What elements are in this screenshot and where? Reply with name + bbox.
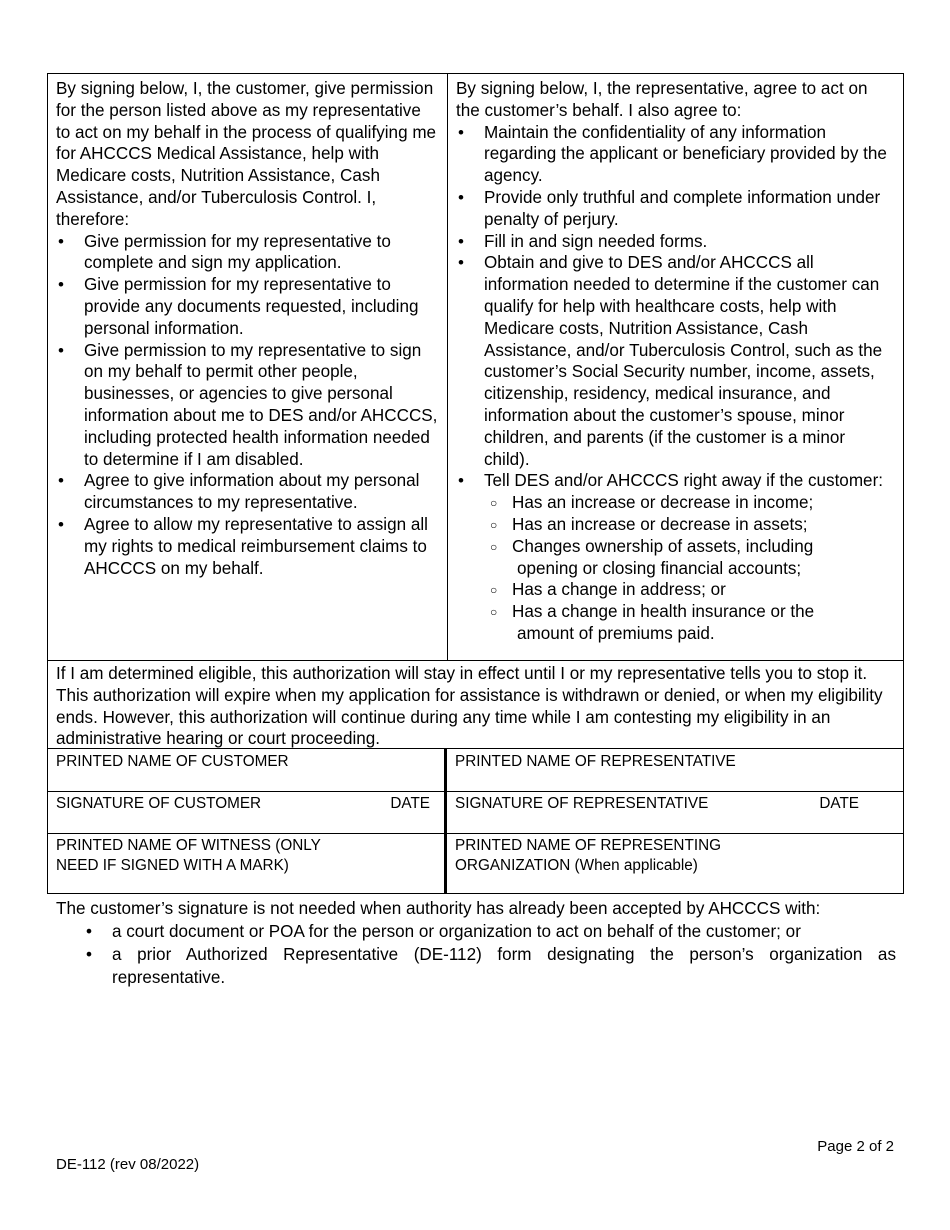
form-identifier: DE-112 (rev 08/2022) [56,1156,200,1173]
list-item: • Give permission for my representative to provide any documents requested, including personal information. [56,274,439,339]
list-item [456,470,895,644]
signature-row [48,791,903,834]
representative-name-field[interactable] [447,749,903,791]
signature-grid [47,748,904,894]
customer-intro: By signing below, I, the customer, give permission for the person listed above as my representative to act on my behalf in the process of qualifying me for AHCCCS Medical Assistance, help with Medicare costs, Nutrition Assistance, Cash Assistance, and/or Tuberculosis Control. I, therefore: [56,79,437,229]
representative-agreement-column [448,74,903,660]
customer-agreement-column [48,74,448,660]
sub-list-item [456,601,895,645]
authorization-duration-text: If I am determined eligible, this authorization will stay in effect until I or my representative tells you to stop it. This authorization will expire when my application for assistance is withdrawn or denied, or when my eligibility ends. However, this authorization will continue during any time while I am contesting my eligibility in an administrative hearing or court proceeding. [47,660,904,749]
signature-exemption-note [56,897,896,989]
witness-label-line: NEED IF SIGNED WITH A MARK) [56,857,289,874]
sub-list-item: ○ Has an increase or decrease in income; [456,492,895,514]
customer-name-field[interactable] [48,749,447,791]
customer-permissions-list [56,231,439,580]
sub-list-item-text: Has a change in health insurance or the [512,602,815,622]
list-item: • a court document or POA for the person or organization to act on behalf of the customer; or [56,920,896,943]
signature-row [48,833,903,893]
note-intro: The customer’s signature is not needed when authority has already been accepted by AHCCCS with: [56,899,821,918]
representative-duties-list [456,122,895,645]
customer-signature-field[interactable] [48,791,447,833]
customer-name-label: PRINTED NAME OF CUSTOMER [56,753,289,770]
list-item: • Fill in and sign needed forms. [456,231,895,253]
organization-label-line: PRINTED NAME OF REPRESENTING [455,837,722,854]
list-item: • a prior Authorized Representative (DE-112) form designating the person’s organization as representative. [56,943,896,989]
list-item: • Agree to allow my representative to assign all my rights to medical reimbursement claims to AHCCCS on my behalf. [56,514,439,579]
witness-name-field[interactable] [48,833,447,893]
customer-date-label: DATE [390,795,430,812]
organization-name-field[interactable] [447,833,903,893]
sub-list-item-continuation: opening or closing financial accounts; [517,558,802,578]
sub-list-item-text: Changes ownership of assets, including [512,536,814,556]
list-item: • Give permission for my representative to complete and sign my application. [56,231,439,275]
representative-date-label: DATE [819,795,859,812]
list-item: • Maintain the confidentiality of any information regarding the applicant or beneficiary provided by the agency. [456,122,895,187]
customer-signature-label: SIGNATURE OF CUSTOMER [56,795,262,812]
customer-changes-sublist [456,492,895,645]
note-list [56,920,896,989]
sub-list-item [456,536,895,580]
sub-list-item: ○ Has an increase or decrease in assets; [456,514,895,536]
list-item: • Agree to give information about my personal circumstances to my representative. [56,470,439,514]
list-item: • Obtain and give to DES and/or AHCCCS all information needed to determine if the customer can qualify for help with healthcare costs, help with Medicare costs, Nutrition Assistance, Cash Assistance, and/or Tuberculosis Control, such as the customer’s Social Security number, income, assets, citizenship, residency, medical insurance, and information about the customer’s spouse, minor children, and parents (if the customer is a minor child). [456,252,895,470]
sub-list-item-continuation: amount of premiums paid. [517,623,715,643]
list-item: • Give permission to my representative to sign on my behalf to permit other people, businesses, or agencies to give personal information about me to DES and/or AHCCCS, including protected health information needed to determine if I am disabled. [56,340,439,471]
representative-signature-label: SIGNATURE OF REPRESENTATIVE [455,795,709,812]
agreement-table [47,73,904,661]
witness-label-line: PRINTED NAME OF WITNESS (ONLY [56,837,321,854]
signature-row [48,749,903,792]
representative-signature-field[interactable] [447,791,903,833]
representative-name-label: PRINTED NAME OF REPRESENTATIVE [455,753,736,770]
list-item-text: Tell DES and/or AHCCCS right away if the customer: [484,471,884,491]
representative-intro: By signing below, I, the representative, agree to act on the customer’s behalf. I also agree to: [456,79,868,120]
organization-label-line: ORGANIZATION (When applicable) [455,857,698,874]
page-number: Page 2 of 2 [817,1138,894,1155]
list-item: • Provide only truthful and complete information under penalty of perjury. [456,187,895,231]
sub-list-item: ○ Has a change in address; or [456,579,895,601]
